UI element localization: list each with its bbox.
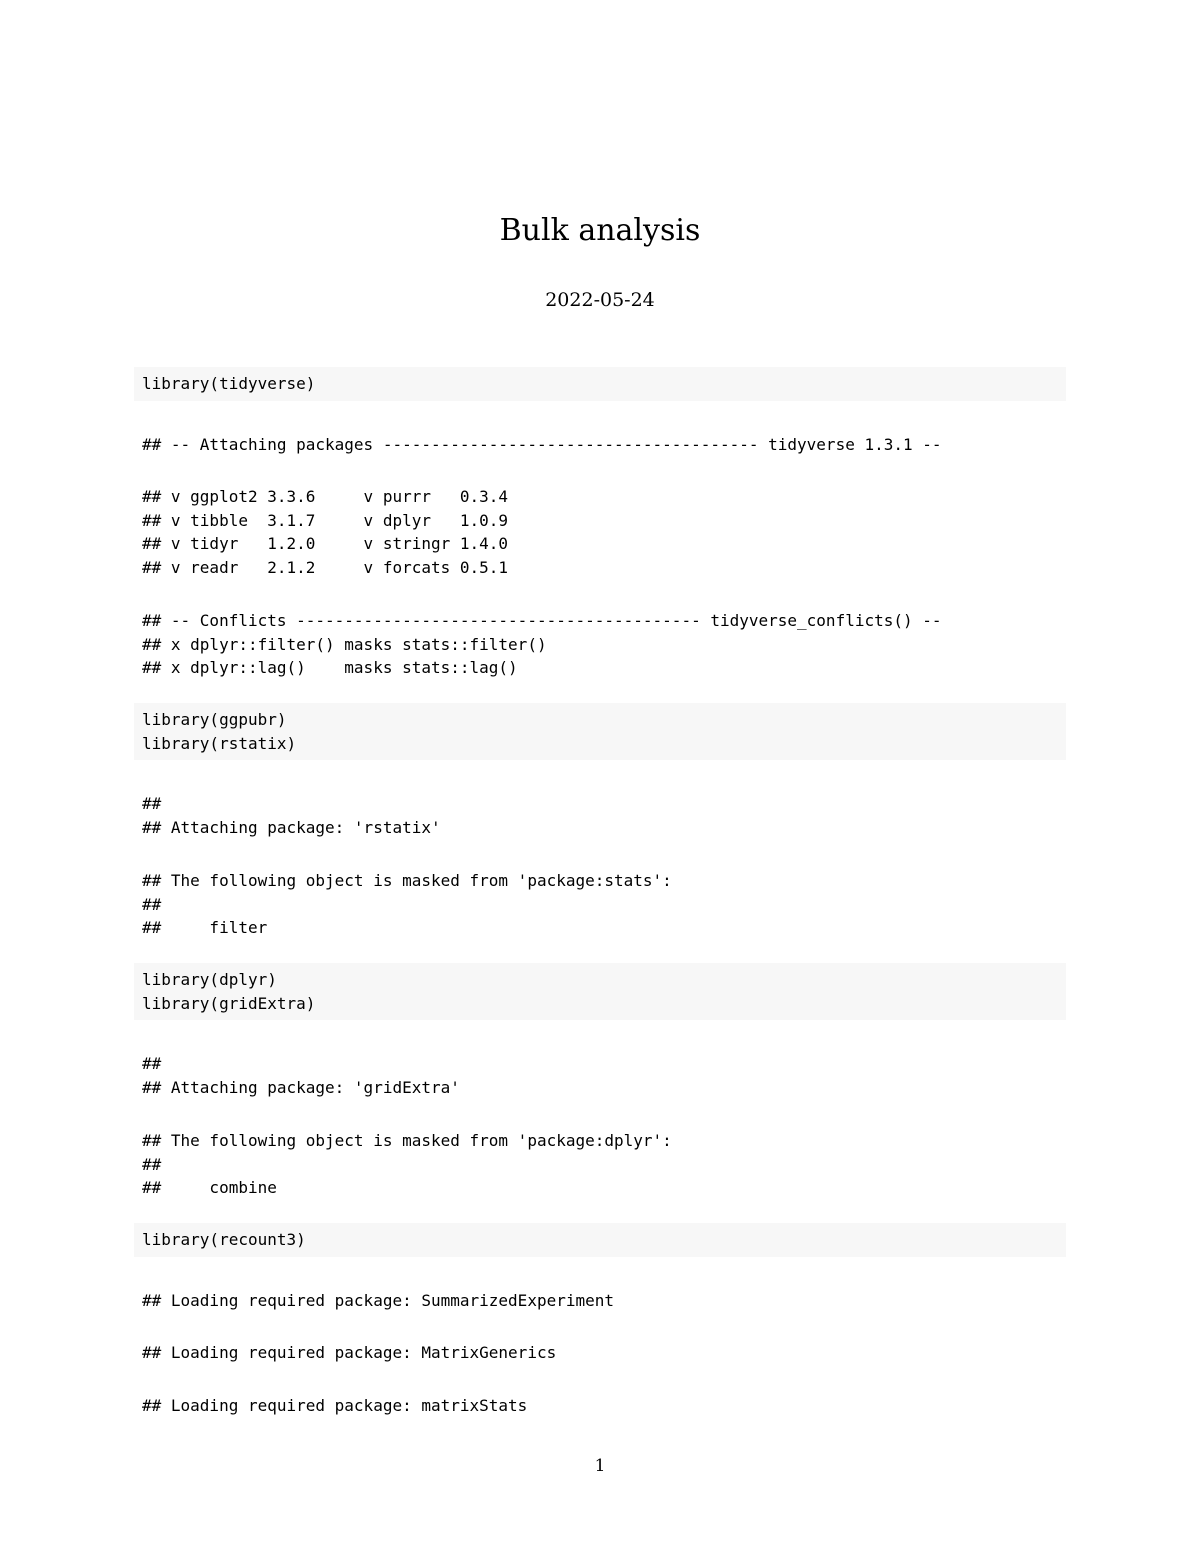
code-line: library(ggpubr) xyxy=(142,710,287,729)
output-line: ## The following object is masked from 'package:dplyr': xyxy=(142,1131,672,1150)
output-line: ## xyxy=(142,894,162,914)
output-line: ## xyxy=(142,1054,162,1073)
code-line: library(tidyverse) xyxy=(142,374,316,393)
output-loading-summarizedexperiment xyxy=(142,1289,1042,1313)
output-line: ## v readr 2.1.2 v forcats 0.5.1 xyxy=(142,557,509,577)
page-number: 1 xyxy=(594,1456,606,1476)
output-loading-matrixgenerics xyxy=(142,1341,1042,1365)
code-chunk-dplyr-gridextra xyxy=(134,963,1066,1020)
code-line: library(dplyr) xyxy=(142,970,277,989)
output-masked-stats xyxy=(142,869,1042,940)
output-attaching-gridextra xyxy=(142,1052,1042,1099)
output-line: ## Loading required package: MatrixGenerics xyxy=(142,1343,557,1362)
output-line: ## xyxy=(142,1154,162,1174)
output-line: ## Attaching package: 'gridExtra' xyxy=(142,1077,460,1097)
output-masked-dplyr xyxy=(142,1129,1042,1200)
code-chunk-ggpubr-rstatix xyxy=(134,703,1066,760)
output-line: ## -- Attaching packages --------------------------------------- tidyverse 1.3.1 -- xyxy=(142,435,942,454)
output-line: ## Loading required package: SummarizedExperiment xyxy=(142,1291,615,1310)
output-line: ## x dplyr::lag() masks stats::lag() xyxy=(142,658,518,677)
output-line: ## Loading required package: matrixStats xyxy=(142,1396,528,1415)
output-line: ## v ggplot2 3.3.6 v purrr 0.3.4 xyxy=(142,487,509,506)
code-line: library(rstatix) xyxy=(142,733,297,753)
output-attaching-packages xyxy=(142,433,1042,457)
output-line: ## x dplyr::filter() masks stats::filter() xyxy=(142,634,547,654)
output-package-versions xyxy=(142,485,1042,579)
output-line: ## -- Conflicts ------------------------------------------ tidyverse_conflicts() -- xyxy=(142,611,942,630)
output-attaching-rstatix xyxy=(142,792,1042,839)
output-line: ## The following object is masked from 'package:stats': xyxy=(142,871,672,890)
output-line: ## xyxy=(142,794,162,813)
document-title: Bulk analysis xyxy=(499,213,701,248)
output-line: ## combine xyxy=(142,1178,277,1197)
code-line: library(recount3) xyxy=(142,1230,306,1249)
output-line: ## v tidyr 1.2.0 v stringr 1.4.0 xyxy=(142,534,509,553)
output-line: ## v tibble 3.1.7 v dplyr 1.0.9 xyxy=(142,510,509,530)
output-loading-matrixstats xyxy=(142,1394,1042,1418)
output-line: ## Attaching package: 'rstatix' xyxy=(142,817,441,837)
output-conflicts xyxy=(142,609,1042,680)
output-line: ## filter xyxy=(142,918,268,937)
document-date: 2022-05-24 xyxy=(545,289,655,311)
code-chunk-recount3 xyxy=(134,1223,1066,1257)
code-line: library(gridExtra) xyxy=(142,993,316,1013)
code-chunk-tidyverse xyxy=(134,367,1066,401)
